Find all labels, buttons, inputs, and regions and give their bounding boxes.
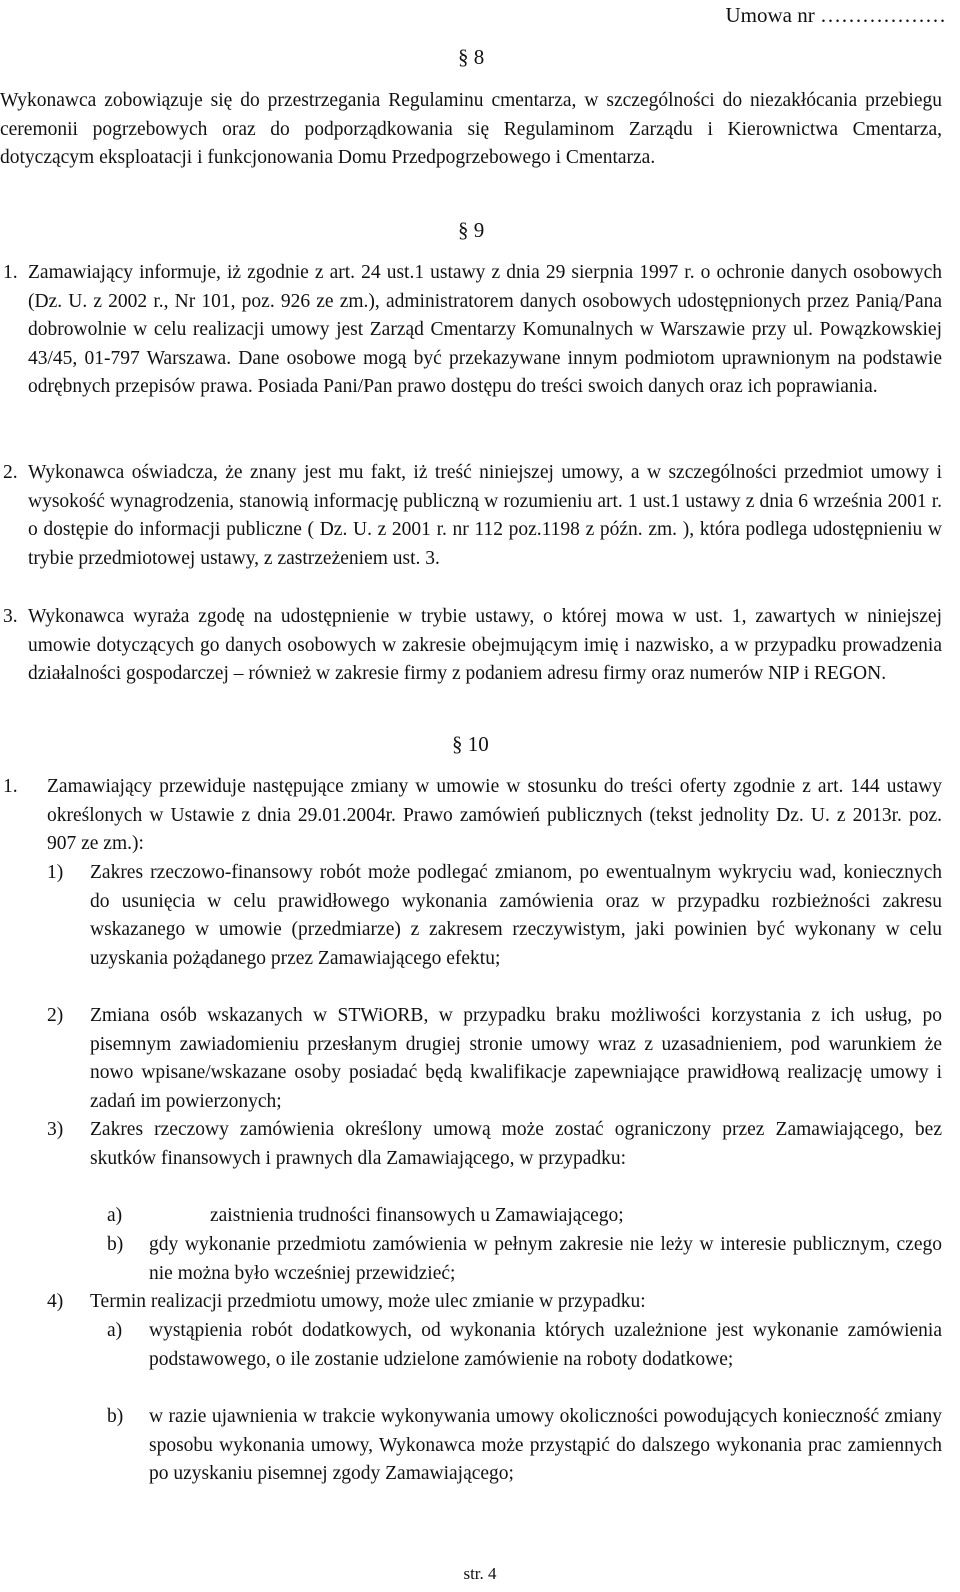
- s10-sub-1-number: 1): [47, 862, 64, 883]
- s9-item-2-text: Wykonawca oświadcza, że znany jest mu fakt, iż treść niniejszej umowy, a w szczególności przedmiot umowy i wysokość wynagrodzenia, stanowią informację publiczną w rozumieniu art. 1 ust.1 ustawy z dnia 6 września 2001 r. o dostępie do informacji publiczne ( Dz. U. z 2001 r. nr 112 poz.1198 z późn. zm. ), która podlega udostępnieniu w trybie przedmiotowej ustawy, z zastrzeżeniem ust. 3.: [28, 462, 942, 569]
- s10-sub-4-a-text: wystąpienia robót dodatkowych, od wykonania których uzależnione jest wykonanie zamówienia podstawowego, o ile zostanie udzielone zamówienie na roboty dodatkowe;: [149, 1320, 942, 1370]
- s10-sub-4-b-text: w razie ujawnienia w trakcie wykonywania umowy okoliczności powodujących konieczność zmiany sposobu wykonania umowy, Wykonawca może przystąpić do dalszego wykonania prac zamiennych po uzyskaniu pisemnej zgody Zamawiającego;: [149, 1406, 942, 1484]
- s9-item-3-number: 3.: [3, 606, 18, 627]
- s9-item-1-number: 1.: [3, 262, 18, 283]
- page-number-footer: str. 4: [463, 1564, 497, 1583]
- s9-item-1-text: Zamawiający informuje, iż zgodnie z art. 24 ust.1 ustawy z dnia 29 sierpnia 1997 r. o ochronie danych osobowych (Dz. U. z 2002 r., Nr 101, poz. 926 ze zm.), administratorem danych osobowych udostępnionych przez Panią/Pana dobrowolnie w celu realizacji umowy jest Zarząd Cmentarzy Komunalnych w Warszawie przy ul. Powązkowskiej 43/45, 01-797 Warszawa. Dane osobowe mogą być przekazywane innym podmiotom uprawnionym na podstawie odrębnych przepisów prawa. Posiada Pani/Pan prawo dostępu do treści swoich danych oraz ich poprawiania.: [28, 262, 942, 397]
- section-9-mark: § 9: [458, 218, 485, 242]
- s10-sub-3-number: 3): [47, 1119, 64, 1140]
- section-8-text: Wykonawca zobowiązuje się do przestrzegania Regulaminu cmentarza, w szczególności do niezakłócania przebiegu ceremonii pogrzebowych oraz do podporządkowania się Regulaminom Zarządu i Kierownictwa Cmentarza, dotyczącym eksploatacji i funkcjonowania Domu Przedpogrzebowego i Cmentarza.: [0, 90, 942, 168]
- section-8-mark: § 8: [458, 45, 485, 69]
- s10-sub-3-text: Zakres rzeczowy zamówienia określony umową może zostać ograniczony przez Zamawiającego, bez skutków finansowych i prawnych dla Zamawiającego, w przypadku:: [90, 1119, 942, 1169]
- s10-item-1-text: Zamawiający przewiduje następujące zmiany w umowie w stosunku do treści oferty zgodnie z art. 144 ustawy określonych w Ustawie z dnia 29.01.2004r. Prawo zamówień publicznych (tekst jednolity Dz. U. z 2013r. poz. 907 ze zm.):: [47, 776, 942, 854]
- s10-item-1-number: 1.: [3, 776, 18, 797]
- s9-item-3-text: Wykonawca wyraża zgodę na udostępnienie w trybie ustawy, o której mowa w ust. 1, zawartych w niniejszej umowie dotyczących go danych osobowych w zakresie obejmującym imię i nazwisko, a w przypadku prowadzenia działalności gospodarczej – również w zakresie firmy z podaniem adresu firmy oraz numerów NIP i REGON.: [28, 606, 942, 684]
- s10-sub-3-a-text: zaistnienia trudności finansowych u Zamawiającego;: [210, 1205, 624, 1226]
- s10-sub-3-b-text: gdy wykonanie przedmiotu zamówienia w pełnym zakresie nie leży w interesie publicznym, czego nie można było wcześniej przewidzieć;: [149, 1234, 942, 1284]
- s10-sub-3-a-letter: a): [107, 1205, 123, 1226]
- s10-sub-4-a-letter: a): [107, 1320, 123, 1341]
- s10-sub-4-b-letter: b): [107, 1406, 124, 1427]
- s9-item-2-number: 2.: [3, 462, 18, 483]
- s10-sub-2-text: Zmiana osób wskazanych w STWiORB, w przypadku braku możliwości korzystania z ich usług, po pisemnym zawiadomieniu przesłanym drugiej stronie umowy wraz z uzasadnieniem, pod warunkiem że nowo wpisane/wskazane osoby posiadać będą kwalifikacje zapewniające prawidłową realizację umowy i zadań im powierzonych;: [90, 1005, 942, 1112]
- s10-sub-3-b-letter: b): [107, 1234, 124, 1255]
- section-10-mark: § 10: [452, 732, 489, 756]
- s10-sub-4-number: 4): [47, 1291, 64, 1312]
- s10-sub-1-text: Zakres rzeczowo-finansowy robót może podlegać zmianom, po ewentualnym wykryciu wad, koniecznych do usunięcia w celu prawidłowego wykonania zamówienia oraz w przypadku rozbieżności zakresu wskazanego w umowie (przedmiarze) z zakresem rzeczywistym, jaki powinien być wykonany w celu uzyskania pożądanego przez Zamawiającego efektu;: [90, 862, 942, 969]
- s10-sub-4-text: Termin realizacji przedmiotu umowy, może ulec zmianie w przypadku:: [90, 1291, 646, 1312]
- s10-sub-2-number: 2): [47, 1005, 64, 1026]
- contract-number-header: Umowa nr ………………: [725, 3, 946, 27]
